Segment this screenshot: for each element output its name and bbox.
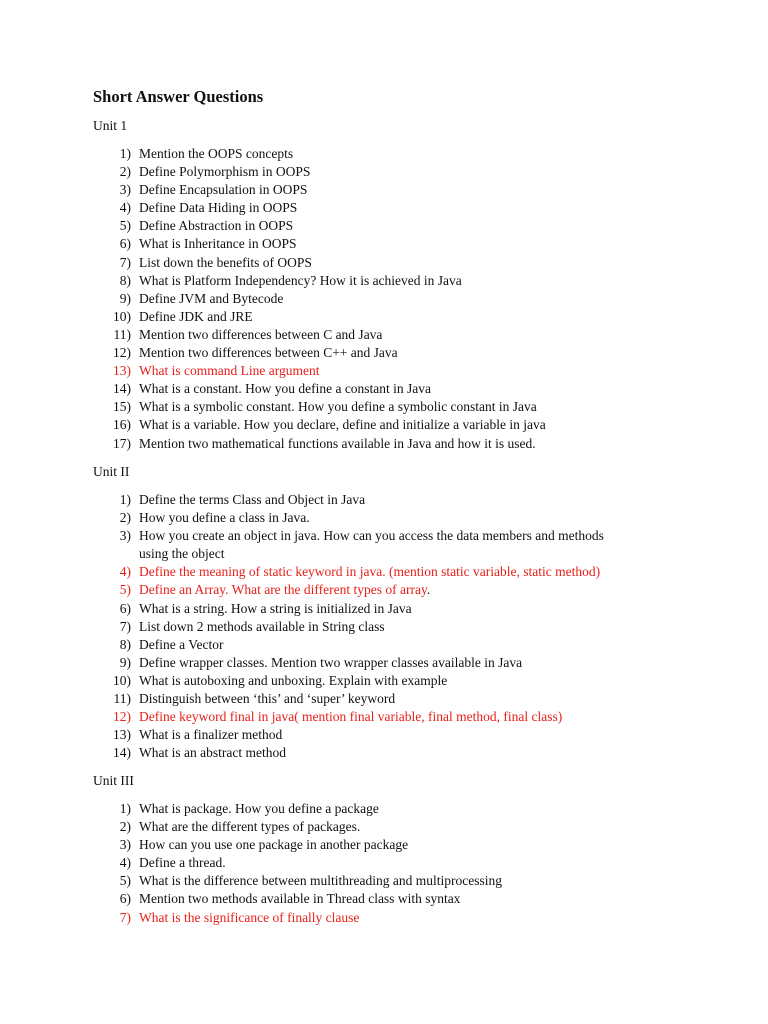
question-number: 14) xyxy=(113,745,131,761)
question-item xyxy=(0,145,546,163)
question-text xyxy=(139,708,604,726)
question-number: 1) xyxy=(119,146,131,161)
question-text xyxy=(139,308,546,326)
question-text-main: What is a variable. How you declare, define and initialize a variable in java xyxy=(139,417,546,433)
question-item xyxy=(0,563,604,581)
question-number: 13) xyxy=(113,363,131,379)
unit-2-question-list xyxy=(0,491,604,762)
question-text xyxy=(139,235,546,253)
question-item xyxy=(0,416,546,434)
question-number: 4) xyxy=(119,855,131,871)
question-number: 5) xyxy=(119,873,131,889)
question-item xyxy=(0,235,546,253)
question-text-main: What is autoboxing and unboxing. Explain with example xyxy=(139,672,448,688)
question-text-main: What is an abstract method xyxy=(139,745,286,761)
question-text-main: What is a constant. How you define a constant in Java xyxy=(139,381,432,397)
question-item xyxy=(0,362,546,380)
question-text-main: What is command Line argument xyxy=(139,363,320,379)
question-item xyxy=(0,581,604,599)
unit-2-heading: Unit II xyxy=(93,464,130,479)
question-text-main: How can you use one package in another package xyxy=(139,837,409,853)
question-text-main: Define Encapsulation in OOPS xyxy=(139,182,308,198)
question-text-main: Define the terms Class and Object in Java xyxy=(139,492,366,507)
question-item xyxy=(0,890,502,908)
question-text xyxy=(139,618,604,636)
question-text-main: List down 2 methods available in String class xyxy=(139,618,385,634)
question-item xyxy=(0,636,604,654)
question-item xyxy=(0,672,604,690)
question-number: 14) xyxy=(113,381,131,397)
question-text-main: What is Platform Independency? How it is achieved in Java xyxy=(139,272,462,288)
question-text-main: Define a Vector xyxy=(139,636,224,652)
question-number: 11) xyxy=(113,326,131,342)
question-item xyxy=(0,708,604,726)
question-text-main: What is a finalizer method xyxy=(139,727,283,743)
question-item xyxy=(0,254,546,272)
question-number: 9) xyxy=(119,290,131,306)
question-text xyxy=(139,491,604,509)
question-text xyxy=(139,272,546,290)
question-number: 7) xyxy=(119,618,131,634)
document-title: Short Answer Questions xyxy=(93,87,264,106)
question-number: 10) xyxy=(113,672,131,688)
question-text-main: Mention two differences between C++ and Java xyxy=(139,345,398,361)
question-number: 12) xyxy=(113,709,131,725)
question-number: 7) xyxy=(119,254,131,270)
question-text xyxy=(139,181,546,199)
question-number: 15) xyxy=(113,399,131,415)
question-number: 7) xyxy=(119,909,131,925)
question-number: 8) xyxy=(119,272,131,288)
question-number: 17) xyxy=(113,435,131,451)
question-text xyxy=(139,362,546,380)
question-text xyxy=(139,344,546,362)
question-text-main: What is Inheritance in OOPS xyxy=(139,236,297,252)
question-number: 1) xyxy=(119,492,131,507)
question-text xyxy=(139,836,502,854)
question-item xyxy=(0,527,604,563)
question-text-main: Define Polymorphism in OOPS xyxy=(139,164,311,180)
question-item xyxy=(0,290,546,308)
question-text xyxy=(139,416,546,434)
question-text-main: Define Abstraction in OOPS xyxy=(139,218,294,234)
unit-3-heading: Unit III xyxy=(93,773,134,788)
question-text-line: using the object xyxy=(139,546,225,562)
question-item xyxy=(0,818,502,836)
question-item xyxy=(0,272,546,290)
question-text-main: Mention two mathematical functions available in Java and how it is used. xyxy=(139,435,536,451)
question-text xyxy=(139,290,546,308)
question-text xyxy=(139,744,604,762)
unit-1-question-list xyxy=(0,145,546,453)
question-text xyxy=(139,600,604,618)
question-text xyxy=(139,435,546,453)
question-number: 2) xyxy=(119,819,131,835)
question-text xyxy=(139,800,502,818)
question-text-tail: . xyxy=(426,582,431,598)
question-text-main: Mention two differences between C and Java xyxy=(139,326,383,342)
question-text xyxy=(139,909,502,927)
question-item xyxy=(0,909,502,927)
question-text xyxy=(139,199,546,217)
question-item xyxy=(0,380,546,398)
question-text-main: Define JVM and Bytecode xyxy=(139,290,284,306)
question-text xyxy=(139,398,546,416)
question-text-line: How you create an object in java. How can you access the data members and methods xyxy=(139,528,604,544)
question-text-main: Mention the OOPS concepts xyxy=(139,146,294,161)
question-number: 16) xyxy=(113,417,131,433)
question-text xyxy=(139,163,546,181)
question-item xyxy=(0,491,604,509)
question-number: 4) xyxy=(119,564,131,580)
question-text xyxy=(139,563,604,581)
question-number: 5) xyxy=(119,218,131,234)
question-item xyxy=(0,308,546,326)
question-number: 6) xyxy=(119,891,131,907)
question-item xyxy=(0,344,546,362)
question-number: 2) xyxy=(119,164,131,180)
question-text xyxy=(139,672,604,690)
question-number: 6) xyxy=(119,236,131,252)
question-text-main: What is the difference between multithreading and multiprocessing xyxy=(139,873,503,889)
question-number: 1) xyxy=(119,801,131,816)
question-item xyxy=(0,726,604,744)
question-text xyxy=(139,254,546,272)
question-item xyxy=(0,800,502,818)
question-item xyxy=(0,854,502,872)
question-number: 3) xyxy=(119,528,131,544)
question-text-main: How you define a class in Java. xyxy=(139,510,310,526)
question-number: 5) xyxy=(119,582,131,598)
question-item xyxy=(0,618,604,636)
question-text xyxy=(139,818,502,836)
question-text-main: Define Data Hiding in OOPS xyxy=(139,200,298,216)
question-number: 12) xyxy=(113,345,131,361)
question-text xyxy=(139,636,604,654)
question-text-main: What is a symbolic constant. How you define a symbolic constant in Java xyxy=(139,399,537,415)
question-number: 6) xyxy=(119,600,131,616)
question-text-main: Define a thread. xyxy=(139,855,226,871)
question-text xyxy=(139,890,502,908)
question-text xyxy=(139,509,604,527)
question-item xyxy=(0,744,604,762)
question-item xyxy=(0,163,546,181)
question-item xyxy=(0,435,546,453)
question-item xyxy=(0,398,546,416)
unit-1-heading: Unit 1 xyxy=(93,118,128,133)
question-text-main: Define wrapper classes. Mention two wrapper classes available in Java xyxy=(139,654,523,670)
question-text xyxy=(139,217,546,235)
question-item xyxy=(0,181,546,199)
unit-3-question-list xyxy=(0,800,502,927)
question-item xyxy=(0,654,604,672)
question-number: 3) xyxy=(119,182,131,198)
question-number: 11) xyxy=(113,691,131,707)
question-item xyxy=(0,509,604,527)
question-number: 4) xyxy=(119,200,131,216)
question-text xyxy=(139,581,604,599)
question-text-main: Mention two methods available in Thread class with syntax xyxy=(139,891,461,907)
question-text-main: What is a string. How a string is initialized in Java xyxy=(139,600,412,616)
question-item xyxy=(0,690,604,708)
question-item xyxy=(0,600,604,618)
question-text-main: Define keyword final in java( mention final variable, final method, final class) xyxy=(139,709,563,725)
question-text xyxy=(139,854,502,872)
question-text-main: What is package. How you define a package xyxy=(139,801,379,816)
question-number: 13) xyxy=(113,727,131,743)
question-text-main: Define an Array. What are the different types of array xyxy=(139,582,427,598)
question-item xyxy=(0,326,546,344)
question-item xyxy=(0,836,502,854)
question-text xyxy=(139,145,546,163)
question-item xyxy=(0,217,546,235)
question-text-main: List down the benefits of OOPS xyxy=(139,254,312,270)
question-number: 9) xyxy=(119,654,131,670)
question-text-main: Define JDK and JRE xyxy=(139,308,253,324)
question-number: 8) xyxy=(119,636,131,652)
question-text xyxy=(139,380,546,398)
question-item xyxy=(0,199,546,217)
question-text-main: Define the meaning of static keyword in java. (mention static variable, static method) xyxy=(139,564,601,580)
question-text xyxy=(139,690,604,708)
question-text-main: Distinguish between ‘this’ and ‘super’ keyword xyxy=(139,691,396,707)
question-text xyxy=(139,654,604,672)
question-item xyxy=(0,872,502,890)
question-text-main: What is the significance of finally clause xyxy=(139,909,360,925)
question-text xyxy=(139,326,546,344)
question-number: 10) xyxy=(113,308,131,324)
question-text xyxy=(139,872,502,890)
question-text xyxy=(139,726,604,744)
question-number: 2) xyxy=(119,510,131,526)
question-text-main: What are the different types of packages. xyxy=(139,819,361,835)
question-number: 3) xyxy=(119,837,131,853)
